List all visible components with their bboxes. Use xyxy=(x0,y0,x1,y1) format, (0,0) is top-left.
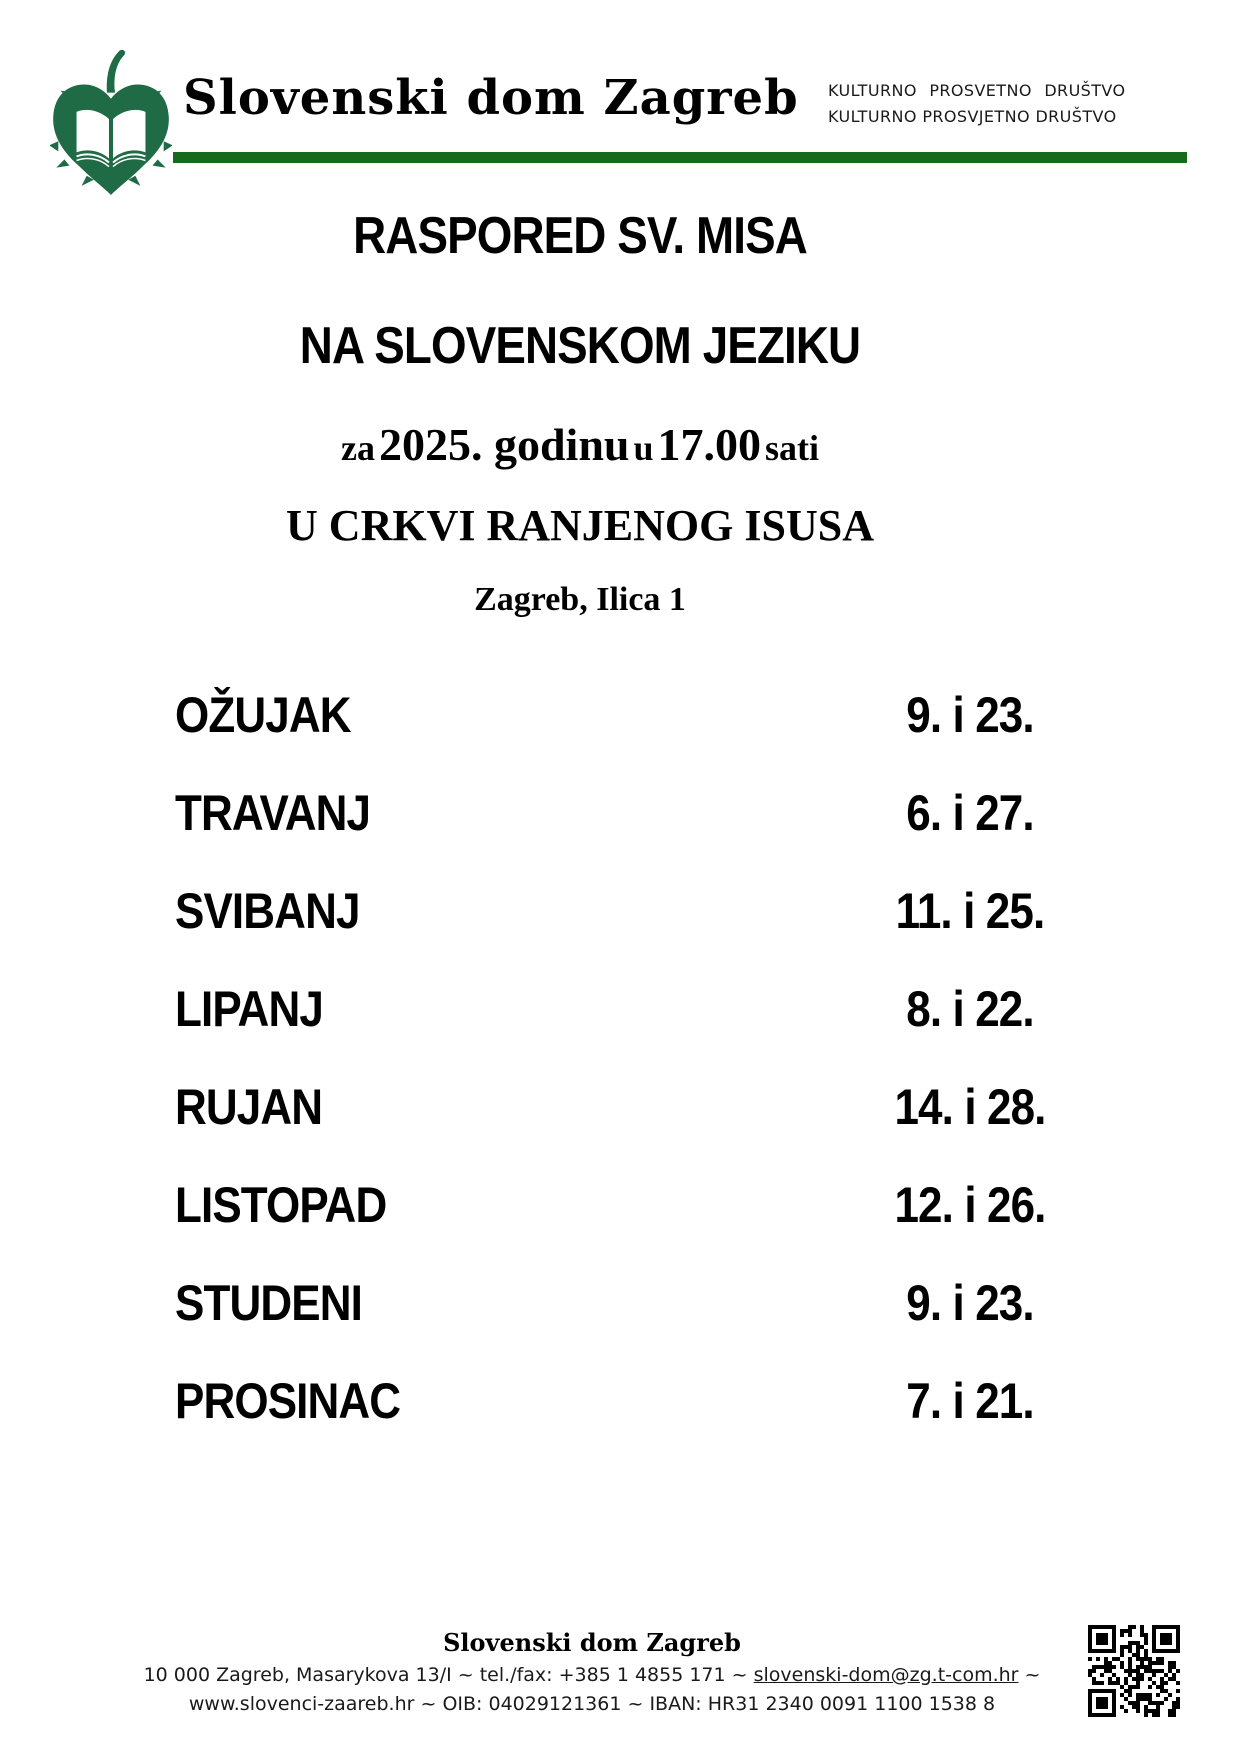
footer-organization-title: Slovenski dom Zagreb xyxy=(443,1628,741,1657)
footer-address-phone: 10 000 Zagreb, Masarykova 13/I ~ tel./fax: +385 1 4855 171 ~ xyxy=(143,1664,754,1686)
email-link[interactable]: slovenski-dom@zg.t-com.hr xyxy=(753,1664,1019,1686)
schedule-row xyxy=(0,666,1241,764)
dates-value: 12. i 26. xyxy=(894,1177,1046,1233)
footer-ids-line: www.slovenci-zaareb.hr ~ OIB: 04029121361 ~ IBAN: HR31 2340 0091 1100 1538 8 xyxy=(188,1693,996,1715)
linden-leaf-open-book-logo-icon xyxy=(50,46,172,198)
year-line-suffix: sati xyxy=(765,428,820,468)
year-line-time: 17.00 xyxy=(657,419,762,470)
header-divider-rule xyxy=(173,152,1187,163)
month-label: STUDENI xyxy=(175,1275,362,1331)
month-label: LISTOPAD xyxy=(175,1177,387,1233)
dates-value: 6. i 27. xyxy=(906,785,1034,841)
schedule-row xyxy=(0,1254,1241,1352)
footer-line1-tail: ~ xyxy=(1018,1664,1041,1686)
schedule-row xyxy=(0,862,1241,960)
footer-contact-line xyxy=(0,1662,1184,1688)
qr-code-icon xyxy=(1088,1625,1180,1717)
month-label: RUJAN xyxy=(175,1079,323,1135)
dates-value: 11. i 25. xyxy=(895,883,1045,939)
document-title-line1: RASPORED SV. MISA xyxy=(353,207,807,265)
month-label: PROSINAC xyxy=(175,1373,401,1429)
organization-title: Slovenski dom Zagreb xyxy=(183,70,799,126)
schedule-row xyxy=(0,764,1241,862)
organization-subtitle xyxy=(828,78,1148,130)
month-label: LIPANJ xyxy=(175,981,323,1037)
church-name-line: U CRKVI RANJENOG ISUSA xyxy=(286,501,874,550)
month-label: OŽUJAK xyxy=(175,687,351,743)
year-line-prefix: za xyxy=(340,428,375,468)
org-line-slovenian: KULTURNO PROSVETNO DRUŠTVO xyxy=(828,81,1126,100)
schedule-row xyxy=(0,1352,1241,1450)
dates-value: 9. i 23. xyxy=(906,1275,1034,1331)
document-title-line2: NA SLOVENSKOM JEZIKU xyxy=(299,317,861,375)
dates-value: 9. i 23. xyxy=(906,687,1034,743)
dates-value: 8. i 22. xyxy=(906,981,1034,1037)
org-line-croatian: KULTURNO PROSVJETNO DRUŠTVO xyxy=(828,107,1117,126)
month-label: TRAVANJ xyxy=(175,785,371,841)
year-time-line xyxy=(0,419,1160,482)
year-line-year: 2025. godinu xyxy=(378,419,630,470)
schedule-row xyxy=(0,1156,1241,1254)
year-line-connector: u xyxy=(633,428,654,468)
dates-value: 14. i 28. xyxy=(894,1079,1046,1135)
dates-value: 7. i 21. xyxy=(906,1373,1034,1429)
church-address-line: Zagreb, Ilica 1 xyxy=(474,581,686,618)
schedule-row xyxy=(0,960,1241,1058)
month-label: SVIBANJ xyxy=(175,883,360,939)
schedule-row xyxy=(0,1058,1241,1156)
mass-schedule-list xyxy=(0,666,1241,1450)
